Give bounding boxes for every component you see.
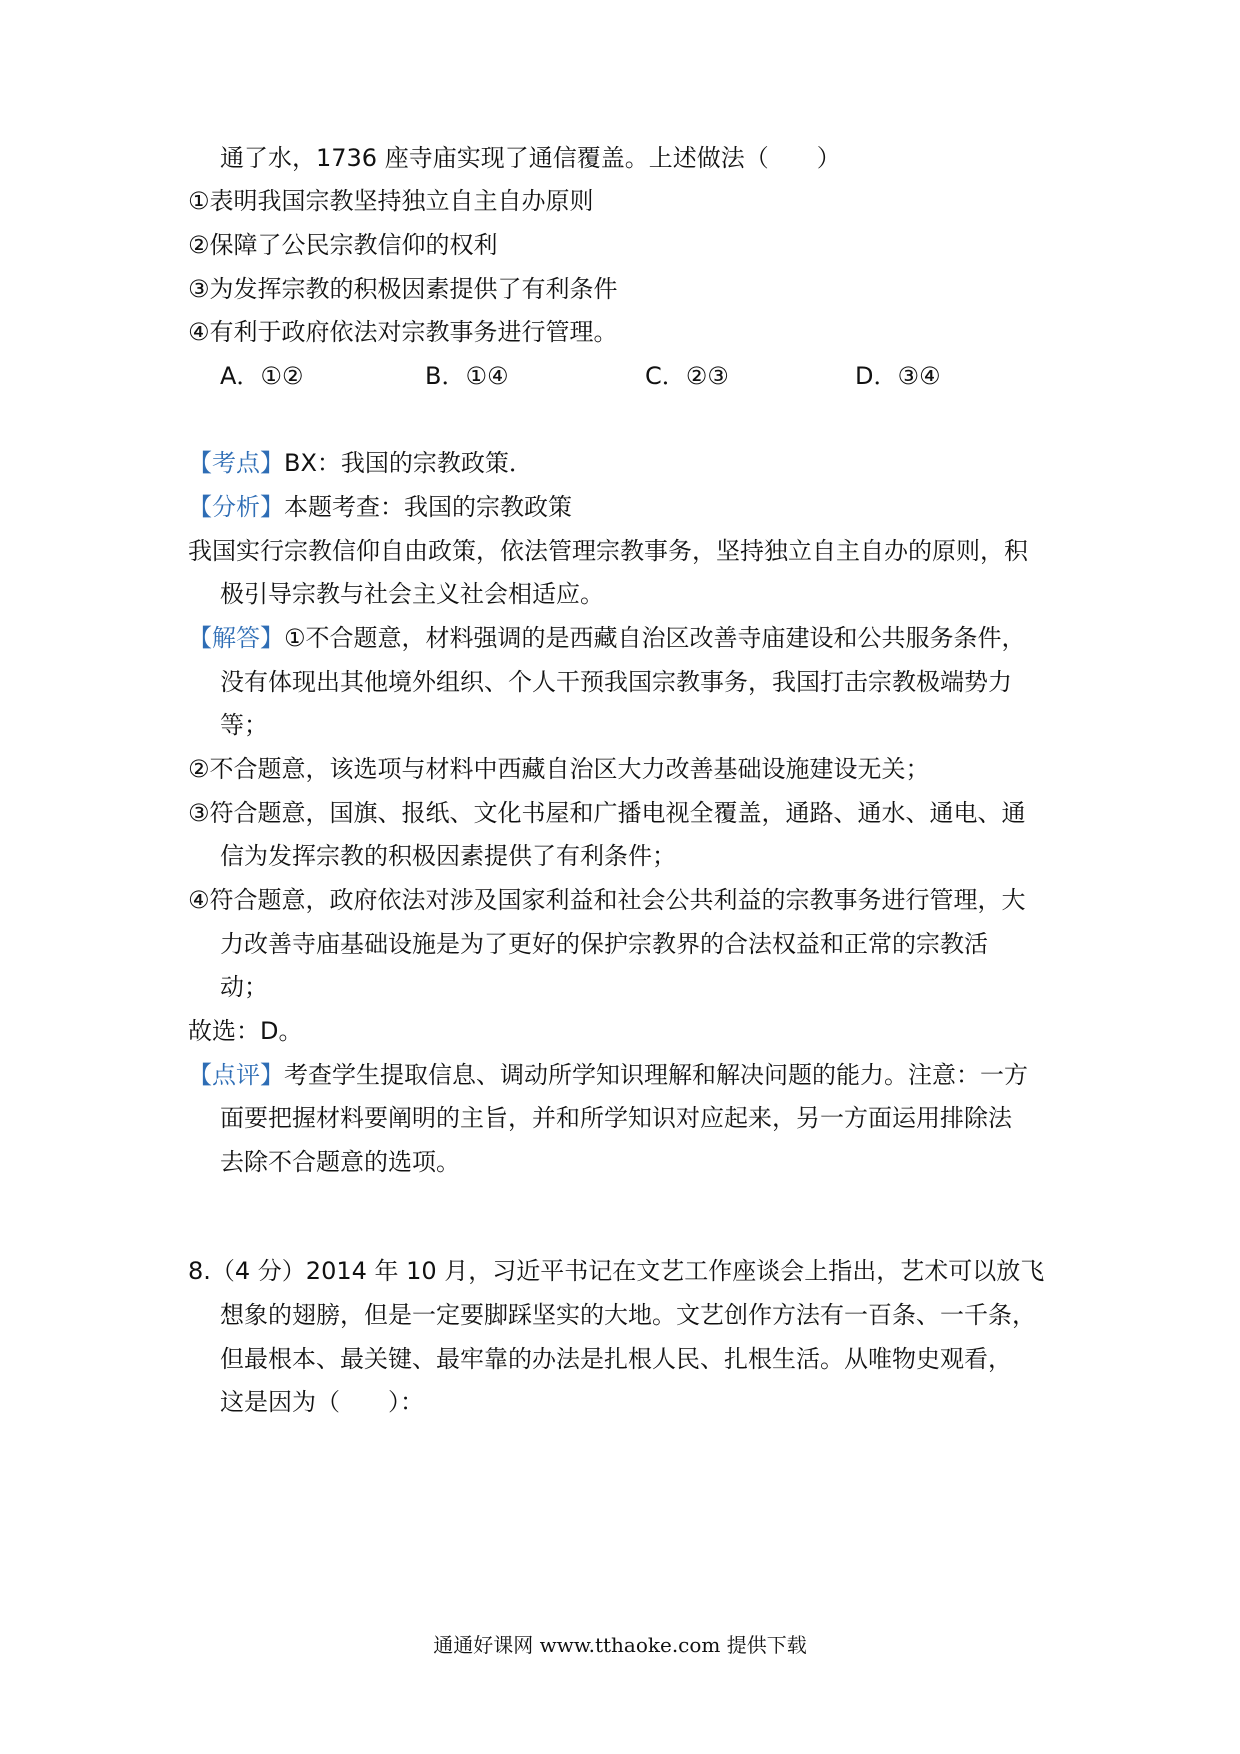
q8-line-4: 这是因为（ ）： [220, 1388, 424, 1416]
answer-line-5: 力改善寺庙基础设施是为了更好的保护宗教界的合法权益和正常的宗教活 [220, 930, 988, 958]
answer-line-1: ②不合题意，该选项与材料中西藏自治区大力改善基础设施建设无关； [188, 755, 930, 783]
q7-statement-3: ③为发挥宗教的积极因素提供了有利条件 [188, 275, 618, 303]
q7-option-c: C．②③ [645, 362, 729, 390]
q7-statement-4: ④有利于政府依法对宗教事务进行管理。 [188, 318, 618, 346]
dianping-text-1: 考查学生提取信息、调动所学知识理解和解决问题的能力。注意：一方 [284, 1061, 1028, 1089]
fenxi-text: 本题考查：我国的宗教政策 [284, 493, 572, 521]
final-answer: 故选：D。 [188, 1017, 303, 1045]
q7-statement-1: ①表明我国宗教坚持独立自主自办原则 [188, 187, 594, 215]
page-footer: 通通好课网 www.tthaoke.com 提供下载 [433, 1633, 807, 1657]
fenxi-line [0, 492, 1240, 522]
jieda-text-1: ①不合题意，材料强调的是西藏自治区改善寺庙建设和公共服务条件， [284, 624, 1026, 652]
fenxi-body-2: 极引导宗教与社会主义社会相适应。 [220, 580, 604, 608]
dianping-text-2: 面要把握材料要阐明的主旨，并和所学知识对应起来，另一方面运用排除法 [220, 1104, 1012, 1132]
answer-line-6: 动； [220, 973, 268, 1001]
answer-line-3: 信为发挥宗教的积极因素提供了有利条件； [220, 842, 676, 870]
jieda-line [0, 623, 1240, 653]
q8-line-3: 但最根本、最关键、最牢靠的办法是扎根人民、扎根生活。从唯物史观看， [220, 1345, 1012, 1373]
kaodian-line [0, 448, 1240, 478]
kaodian-tag: 【考点】 [188, 449, 284, 477]
q7-stem: 通了水，1736 座寺庙实现了通信覆盖。上述做法（ ） [220, 144, 841, 172]
jieda-text-3: 等； [220, 711, 268, 739]
fenxi-tag: 【分析】 [188, 493, 284, 521]
q7-statement-2: ②保障了公民宗教信仰的权利 [188, 231, 498, 259]
jieda-text-2: 没有体现出其他境外组织、个人干预我国宗教事务，我国打击宗教极端势力 [220, 668, 1012, 696]
q7-option-d: D．③④ [855, 362, 941, 390]
q8-line-1: 8.（4 分）2014 年 10 月，习近平书记在文艺工作座谈会上指出，艺术可以放飞 [188, 1257, 1045, 1285]
q7-option-b: B．①④ [425, 362, 509, 390]
answer-line-2: ③符合题意，国旗、报纸、文化书屋和广播电视全覆盖，通路、通水、通电、通 [188, 799, 1026, 827]
dianping-text-3: 去除不合题意的选项。 [220, 1148, 460, 1176]
dianping-tag: 【点评】 [188, 1061, 284, 1089]
answer-line-4: ④符合题意，政府依法对涉及国家利益和社会公共利益的宗教事务进行管理，大 [188, 886, 1026, 914]
q8-line-2: 想象的翅膀，但是一定要脚踩坚实的大地。文艺创作方法有一百条、一千条， [220, 1301, 1036, 1329]
dianping-line [0, 1060, 1240, 1090]
q7-option-a: A．①② [220, 362, 304, 390]
fenxi-body-1: 我国实行宗教信仰自由政策，依法管理宗教事务，坚持独立自主自办的原则，积 [188, 537, 1028, 565]
kaodian-text: BX：我国的宗教政策． [284, 449, 533, 477]
jieda-tag: 【解答】 [188, 624, 284, 652]
